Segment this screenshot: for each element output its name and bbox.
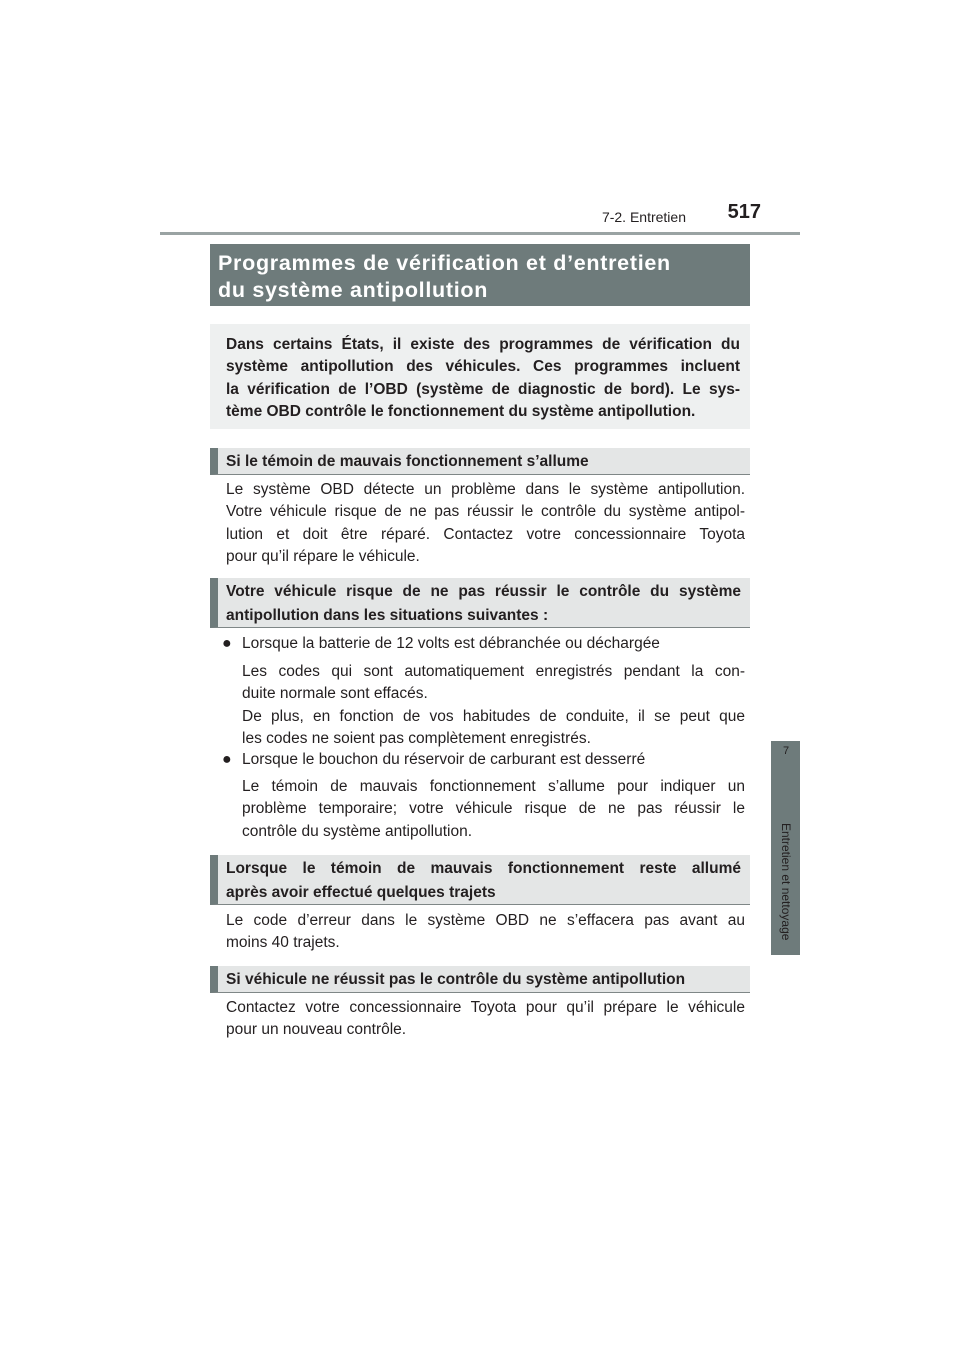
body-line: pour un nouveau contrôle. — [226, 1021, 407, 1039]
section-heading — [210, 855, 750, 905]
body-line: pour qu’il répare le véhicule. — [226, 548, 420, 566]
page-title-line: Programmes de vérification et d’entretien — [218, 251, 671, 275]
bullet-marker: ● — [222, 635, 232, 652]
intro-line: système antipollution des véhicules. Ces programmes incluent — [226, 358, 740, 376]
bullet-label: Lorsque la batterie de 12 volts est débranchée ou déchargée — [242, 635, 660, 652]
section-heading-line: antipollution dans les situations suivantes : — [226, 606, 549, 624]
section-label: 7-2. Entretien — [601, 209, 686, 225]
page-title-line: du système antipollution — [218, 278, 489, 302]
bullet-detail — [242, 776, 745, 843]
bullet-marker: ● — [222, 751, 232, 768]
bullet-item — [222, 749, 745, 771]
section-body — [226, 479, 745, 569]
body-line: Les codes qui sont automatiquement enregistrés pendant la con- — [242, 663, 745, 680]
header-divider — [160, 232, 800, 235]
body-line: Votre véhicule risque de ne pas réussir le contrôle du système antipol- — [226, 503, 745, 521]
section-heading — [210, 448, 750, 475]
page-title — [210, 244, 750, 306]
body-line: contrôle du système antipollution. — [242, 822, 473, 840]
body-line: Le code d’erreur dans le système OBD ne s’effacera pas avant au — [226, 912, 745, 929]
chapter-title: Entretien et nettoyage — [779, 823, 793, 941]
body-line: Le témoin de mauvais fonctionnement s’allume pour indiquer un — [242, 778, 745, 795]
section-heading — [210, 966, 750, 993]
section-heading-line: Lorsque le témoin de mauvais fonctionnement reste allumé — [226, 860, 741, 877]
section-heading-line: Votre véhicule risque de ne pas réussir le contrôle du système — [226, 583, 741, 600]
section-body — [226, 997, 745, 1042]
chapter-number: 7 — [783, 745, 790, 757]
intro-line: Dans certains États, il existe des programmes de vérification du — [226, 336, 740, 353]
bullet-label: Lorsque le bouchon du réservoir de carburant est desserré — [242, 751, 646, 768]
body-line: les codes ne soient pas complètement enregistrés. — [242, 730, 591, 748]
page-number: 517 — [727, 201, 761, 223]
intro-line: la vérification de l’OBD (système de diagnostic de bord). Le sys- — [226, 380, 740, 398]
body-line: Le système OBD détecte un problème dans le système antipollution. — [226, 481, 745, 498]
body-line: De plus, en fonction de vos habitudes de conduite, il se peut que — [242, 707, 745, 725]
section-body — [226, 910, 745, 955]
section-heading — [210, 578, 750, 628]
section-heading-line: Si véhicule ne réussit pas le contrôle du système antipollution — [226, 971, 686, 988]
body-line: moins 40 trajets. — [226, 934, 340, 952]
bullet-detail — [242, 661, 745, 751]
intro-box — [210, 324, 750, 429]
body-line: lution et doit être réparé. Contactez votre concessionnaire Toyota — [226, 525, 745, 543]
section-heading-line: Si le témoin de mauvais fonctionnement s’allume — [226, 453, 589, 470]
body-line: duite normale sont effacés. — [242, 685, 428, 703]
body-line: problème temporaire; votre véhicule risque de ne pas réussir le — [242, 800, 745, 818]
body-line: Contactez votre concessionnaire Toyota pour qu’il prépare le véhicule — [226, 999, 745, 1016]
intro-line: tème OBD contrôle le fonctionnement du système antipollution. — [226, 403, 696, 421]
section-heading-line: après avoir effectué quelques trajets — [226, 883, 496, 901]
bullet-item — [222, 633, 745, 655]
